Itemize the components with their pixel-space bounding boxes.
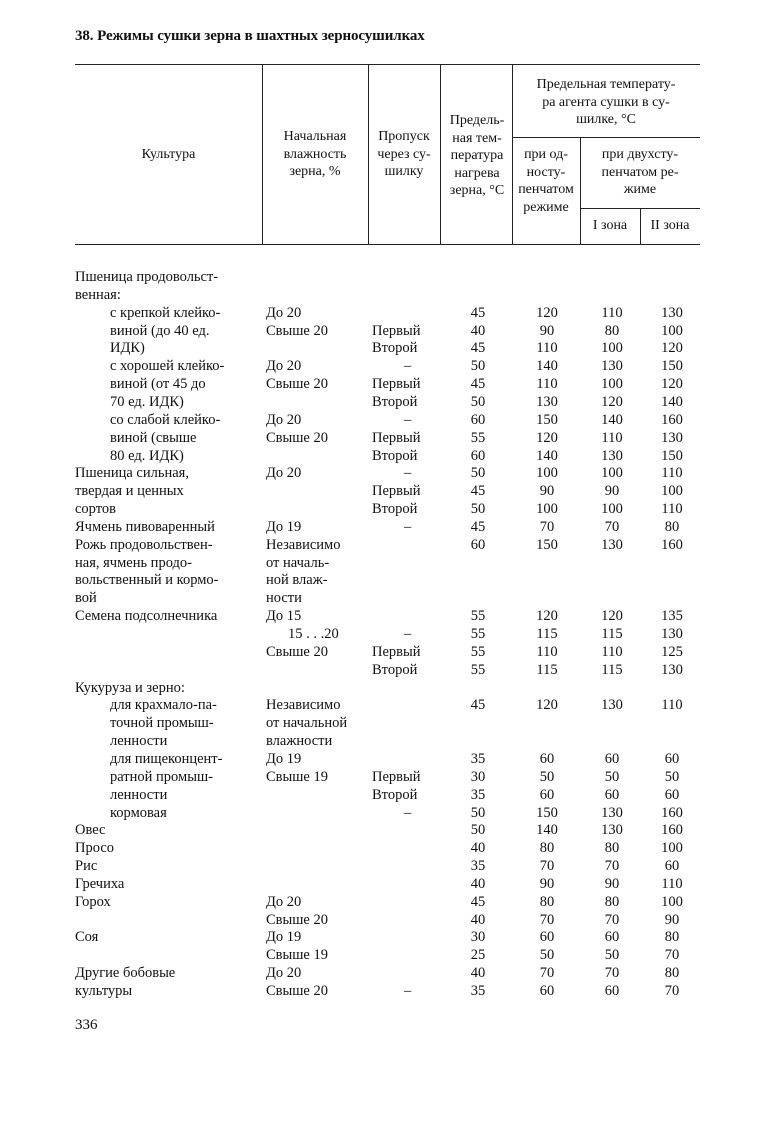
zone2-cell: 110 (661, 501, 683, 518)
zone1-cell: 60 (604, 929, 620, 946)
table-top-rule (75, 64, 700, 65)
header-grain-temp: Предель- ная тем- пература нагрева зерна, °С (449, 113, 505, 198)
zone2-cell: 125 (661, 643, 683, 660)
culture-cell: ленности (110, 786, 168, 803)
pass-cell: Второй (372, 340, 418, 357)
culture-cell: со слабой клейко- (110, 411, 221, 428)
grain-temp-cell: 45 (470, 697, 486, 714)
grain-temp-cell: 50 (470, 822, 486, 839)
page-title: 38. Режимы сушки зерна в шахтных зерносушилках (75, 28, 425, 44)
zone1-cell: 60 (604, 786, 620, 803)
zone1-cell: 70 (604, 518, 620, 535)
one-stage-cell: 115 (536, 626, 558, 642)
zone1-cell: 130 (601, 536, 623, 553)
moisture-cell: Свыше 19 (266, 768, 328, 785)
zone1-cell: 130 (601, 804, 623, 821)
moisture-cell: Свыше 20 (266, 643, 328, 660)
grain-temp-cell: 35 (470, 858, 486, 875)
pass-cell: Первый (372, 429, 421, 446)
zone1-cell: 70 (604, 965, 620, 982)
grain-temp-cell: 50 (470, 804, 486, 821)
one-stage-cell: 90 (539, 483, 555, 500)
grain-temp-cell: 30 (470, 768, 486, 785)
grain-temp-cell: 60 (470, 447, 486, 464)
zone1-cell: 90 (604, 483, 620, 500)
culture-cell: для крахмало-па- (110, 697, 217, 714)
culture-cell: Другие бобовые (75, 965, 176, 982)
zone2-cell: 100 (661, 893, 683, 910)
pass-cell: – (404, 358, 412, 375)
zone1-cell: 110 (601, 429, 623, 446)
zone2-cell: 140 (661, 393, 683, 410)
one-stage-cell: 120 (536, 608, 558, 625)
culture-cell: сортов (75, 501, 116, 518)
zone1-cell: 140 (601, 411, 623, 428)
one-stage-cell: 120 (536, 429, 558, 446)
pass-cell: – (404, 411, 412, 428)
zone1-cell: 60 (604, 750, 620, 767)
zone2-cell: 130 (661, 626, 683, 642)
zone1-cell: 130 (601, 822, 623, 839)
moisture-cell: ности (266, 590, 302, 607)
moisture-cell: До 19 (266, 750, 302, 767)
moisture-cell: Свыше 20 (266, 322, 328, 339)
grain-temp-cell: 35 (470, 786, 486, 803)
zone2-cell: 90 (664, 911, 680, 928)
moisture-cell: влажности (266, 733, 333, 750)
one-stage-cell: 110 (536, 376, 558, 393)
culture-cell: культуры (75, 983, 133, 999)
table-header-bottom-rule (75, 244, 700, 245)
culture-cell: Горох (75, 893, 111, 910)
zone2-cell: 160 (661, 536, 683, 553)
zone1-cell: 80 (604, 893, 620, 910)
culture-cell: виной (свыше (110, 429, 197, 446)
zone2-cell: 60 (664, 858, 680, 875)
one-stage-cell: 70 (539, 911, 555, 928)
header-moisture: Начальная влажность зерна, % (283, 129, 347, 179)
grain-temp-cell: 60 (470, 536, 486, 553)
moisture-cell: 15 . . .20 (288, 626, 339, 642)
culture-cell: Семена подсолнечника (75, 608, 218, 625)
agent-temp-subrule (512, 137, 700, 138)
pass-cell: Второй (372, 501, 418, 518)
moisture-cell: До 20 (266, 304, 302, 321)
moisture-cell: Независимо (266, 697, 341, 714)
header-zone-2: II зона (650, 218, 690, 233)
zone1-cell: 90 (604, 875, 620, 892)
one-stage-cell: 60 (539, 929, 555, 946)
zone2-cell: 160 (661, 822, 683, 839)
grain-temp-cell: 45 (470, 518, 486, 535)
zone1-cell: 115 (601, 626, 623, 642)
zone1-cell: 115 (601, 661, 623, 678)
culture-cell: Рис (75, 858, 98, 875)
header-agent-temp: Предельная температу- ра агента сушки в су- шилке, °С (536, 77, 676, 127)
zone2-cell: 130 (661, 661, 683, 678)
culture-cell: ленности (110, 733, 168, 750)
pass-cell: Первый (372, 768, 421, 785)
one-stage-cell: 90 (539, 322, 555, 339)
grain-temp-cell: 55 (470, 429, 486, 446)
one-stage-cell: 140 (536, 822, 558, 839)
zone2-cell: 80 (664, 929, 680, 946)
grain-temp-cell: 55 (470, 626, 486, 642)
zone2-cell: 150 (661, 447, 683, 464)
pass-cell: – (404, 518, 412, 535)
zone1-cell: 60 (604, 983, 620, 999)
grain-temp-cell: 55 (470, 608, 486, 625)
one-stage-cell: 110 (536, 340, 558, 357)
zone2-cell: 150 (661, 358, 683, 375)
zone1-cell: 100 (601, 501, 623, 518)
one-stage-cell: 70 (539, 858, 555, 875)
grain-temp-cell: 40 (470, 322, 486, 339)
one-stage-cell: 80 (539, 840, 555, 857)
culture-cell: кормовая (110, 804, 167, 821)
zone2-cell: 60 (664, 786, 680, 803)
grain-temp-cell: 30 (470, 929, 486, 946)
grain-temp-cell: 45 (470, 376, 486, 393)
culture-cell: венная: (75, 286, 121, 303)
zone2-cell: 110 (661, 465, 683, 482)
grain-temp-cell: 35 (470, 750, 486, 767)
culture-cell: Гречиха (75, 875, 125, 892)
pass-cell: Первый (372, 643, 421, 660)
zone1-cell: 80 (604, 840, 620, 857)
zone1-cell: 110 (601, 643, 623, 660)
moisture-cell: Свыше 20 (266, 911, 328, 928)
zone2-cell: 130 (661, 304, 683, 321)
one-stage-cell: 150 (536, 411, 558, 428)
grain-temp-cell: 50 (470, 358, 486, 375)
moisture-cell: от начальной (266, 715, 348, 732)
one-stage-cell: 100 (536, 465, 558, 482)
culture-cell: Рожь продовольствен- (75, 536, 213, 553)
grain-temp-cell: 35 (470, 983, 486, 999)
zone1-cell: 130 (601, 447, 623, 464)
one-stage-cell: 120 (536, 304, 558, 321)
zone1-cell: 70 (604, 911, 620, 928)
zone2-cell: 160 (661, 411, 683, 428)
culture-cell: 80 ед. ИДК) (110, 447, 184, 464)
culture-cell: виной (до 40 ед. (110, 322, 210, 339)
header-one-stage: при од- носту- пенчатом режиме (518, 147, 574, 215)
grain-temp-cell: 60 (470, 411, 486, 428)
header-two-stage: при двухсту- пенчатом ре- жиме (601, 147, 679, 197)
one-stage-cell: 115 (536, 661, 558, 678)
zone2-cell: 135 (661, 608, 683, 625)
pass-cell: Первый (372, 376, 421, 393)
zone2-cell: 50 (664, 768, 680, 785)
header-zone-1: I зона (592, 218, 628, 233)
zone1-cell: 130 (601, 358, 623, 375)
zone2-cell: 130 (661, 429, 683, 446)
culture-cell: Ячмень пивоваренный (75, 518, 215, 535)
culture-cell: Пшеница продовольст- (75, 269, 219, 285)
zone2-cell: 110 (661, 875, 683, 892)
header-culture: Культура (141, 147, 196, 162)
one-stage-cell: 90 (539, 875, 555, 892)
culture-cell: виной (от 45 до (110, 376, 206, 393)
culture-cell: вольственный и кормо- (75, 572, 219, 589)
moisture-cell: До 15 (266, 608, 302, 625)
zone2-cell: 70 (664, 983, 680, 999)
zone2-cell: 80 (664, 518, 680, 535)
one-stage-cell: 60 (539, 983, 555, 999)
one-stage-cell: 60 (539, 750, 555, 767)
zone2-cell: 100 (661, 840, 683, 857)
moisture-cell: Свыше 20 (266, 376, 328, 393)
culture-cell: ИДК) (110, 340, 145, 357)
one-stage-cell: 140 (536, 447, 558, 464)
zone2-cell: 120 (661, 340, 683, 357)
pass-cell: Второй (372, 786, 418, 803)
one-stage-cell: 150 (536, 804, 558, 821)
culture-cell: Просо (75, 840, 115, 857)
pass-cell: – (404, 804, 412, 821)
grain-temp-cell: 25 (470, 947, 486, 964)
pass-cell: Второй (372, 393, 418, 410)
grain-temp-cell: 45 (470, 304, 486, 321)
zone1-cell: 110 (601, 304, 623, 321)
grain-temp-cell: 40 (470, 911, 486, 928)
moisture-cell: До 20 (266, 411, 302, 428)
culture-cell: точной промыш- (110, 715, 214, 732)
moisture-cell: До 20 (266, 358, 302, 375)
zone1-cell: 130 (601, 697, 623, 714)
moisture-cell: Свыше 20 (266, 983, 328, 999)
pass-cell: Первый (372, 322, 421, 339)
culture-cell: ная, ячмень продо- (75, 554, 192, 571)
zone1-cell: 100 (601, 465, 623, 482)
culture-cell: с хорошей клейко- (110, 358, 225, 375)
one-stage-cell: 50 (539, 947, 555, 964)
header-pass: Пропуск через су- шилку (377, 129, 431, 179)
pass-cell: Второй (372, 661, 418, 678)
grain-temp-cell: 40 (470, 965, 486, 982)
grain-temp-cell: 45 (470, 893, 486, 910)
pass-cell: – (404, 983, 412, 999)
zone2-cell: 80 (664, 965, 680, 982)
zone2-cell: 120 (661, 376, 683, 393)
zone1-cell: 100 (601, 340, 623, 357)
culture-cell: Соя (75, 929, 99, 946)
culture-cell: ратной промыш- (110, 768, 213, 785)
one-stage-cell: 150 (536, 536, 558, 553)
zone2-cell: 60 (664, 750, 680, 767)
moisture-cell: Свыше 19 (266, 947, 328, 964)
one-stage-cell: 50 (539, 768, 555, 785)
one-stage-cell: 100 (536, 501, 558, 518)
grain-temp-cell: 45 (470, 340, 486, 357)
zone2-cell: 160 (661, 804, 683, 821)
moisture-cell: от началь- (266, 554, 330, 571)
one-stage-cell: 70 (539, 965, 555, 982)
one-stage-cell: 130 (536, 393, 558, 410)
moisture-cell: До 19 (266, 929, 302, 946)
zone1-cell: 50 (604, 768, 620, 785)
grain-temp-cell: 50 (470, 465, 486, 482)
moisture-cell: До 20 (266, 465, 302, 482)
culture-cell: Овес (75, 822, 106, 839)
grain-temp-cell: 40 (470, 875, 486, 892)
grain-temp-cell: 50 (470, 393, 486, 410)
zone1-cell: 120 (601, 608, 623, 625)
culture-cell: Пшеница сильная, (75, 465, 189, 482)
culture-cell: для пищеконцент- (110, 750, 223, 767)
culture-cell: вой (75, 590, 97, 607)
pass-cell: – (404, 626, 412, 642)
grain-temp-cell: 55 (470, 661, 486, 678)
culture-cell: с крепкой клейко- (110, 304, 221, 321)
pass-cell: – (404, 465, 412, 482)
grain-temp-cell: 45 (470, 483, 486, 500)
page-number: 336 (75, 1017, 98, 1033)
culture-cell: Кукуруза и зерно: (75, 679, 185, 696)
zone1-cell: 70 (604, 858, 620, 875)
one-stage-cell: 60 (539, 786, 555, 803)
one-stage-cell: 80 (539, 893, 555, 910)
grain-temp-cell: 55 (470, 643, 486, 660)
moisture-cell: Свыше 20 (266, 429, 328, 446)
zone1-cell: 100 (601, 376, 623, 393)
moisture-cell: Независимо (266, 536, 341, 553)
zone2-cell: 100 (661, 483, 683, 500)
moisture-cell: До 19 (266, 518, 302, 535)
grain-temp-cell: 50 (470, 501, 486, 518)
culture-cell: 70 ед. ИДК) (110, 393, 184, 410)
one-stage-cell: 110 (536, 643, 558, 660)
one-stage-cell: 120 (536, 697, 558, 714)
one-stage-cell: 70 (539, 518, 555, 535)
one-stage-cell: 140 (536, 358, 558, 375)
zone2-cell: 70 (664, 947, 680, 964)
culture-cell: твердая и ценных (75, 483, 184, 500)
pass-cell: Первый (372, 483, 421, 500)
zone2-cell: 100 (661, 322, 683, 339)
zone1-cell: 50 (604, 947, 620, 964)
moisture-cell: До 20 (266, 965, 302, 982)
zone1-cell: 120 (601, 393, 623, 410)
zone2-cell: 110 (661, 697, 683, 714)
zone1-cell: 80 (604, 322, 620, 339)
pass-cell: Второй (372, 447, 418, 464)
moisture-cell: ной влаж- (266, 572, 328, 589)
moisture-cell: До 20 (266, 893, 302, 910)
grain-temp-cell: 40 (470, 840, 486, 857)
